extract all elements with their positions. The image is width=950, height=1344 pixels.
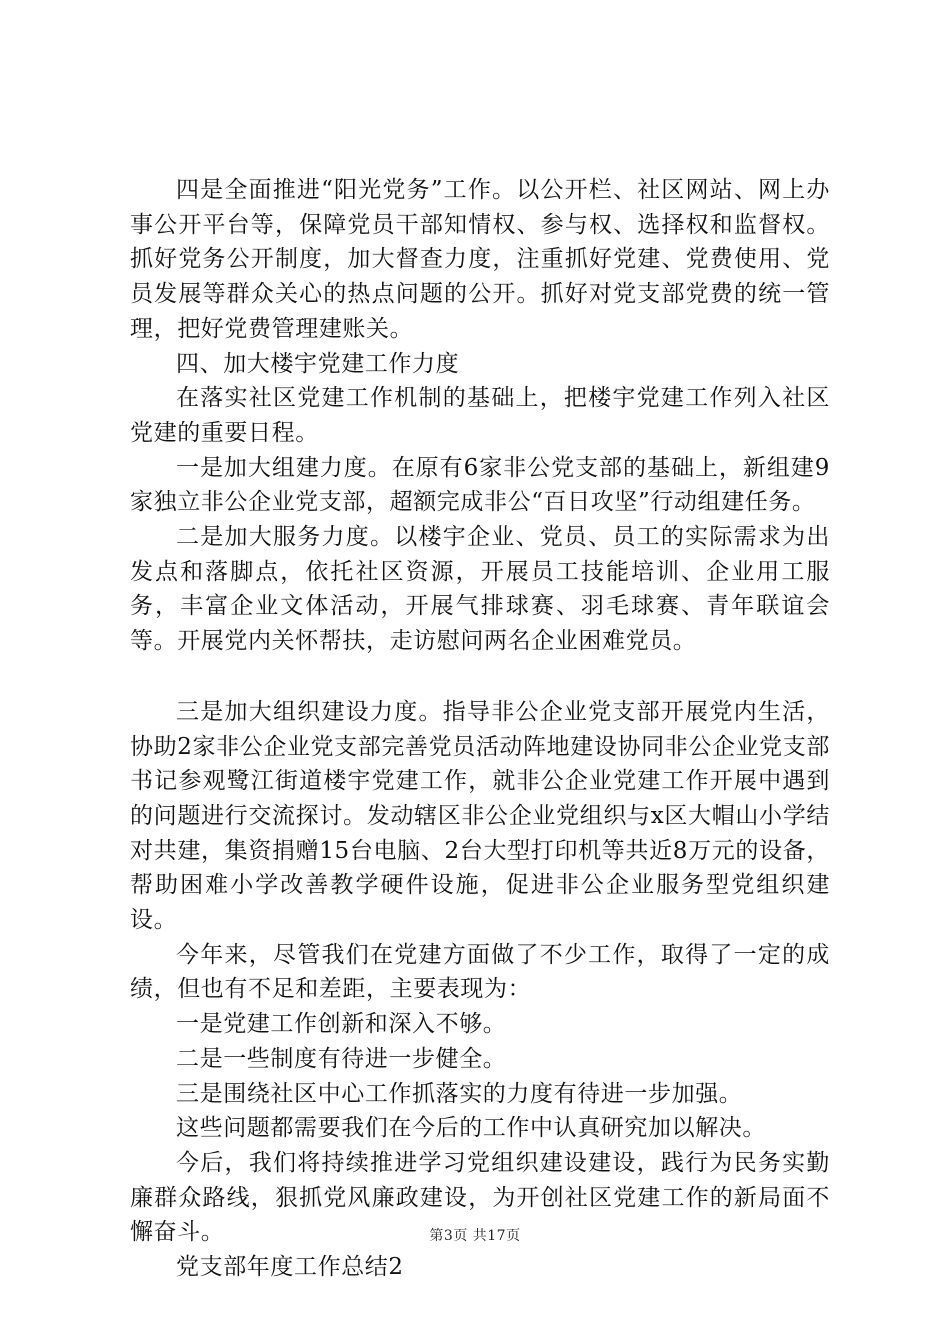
paragraph-building-party-intro: 在落实社区党建工作机制的基础上，把楼宇党建工作列入社区党建的重要日程。 [130,385,830,446]
paragraph-sunshine-party-affairs: 四是全面推进“阳光党务”工作。以公开栏、社区网站、网上办事公开平台等，保障党员干部知情权、参与权、选择权和监督权。抓好党务公开制度，加大督查力度，注重抓好党建、党费使用、党员发展等群众关心的热点问题的公开。抓好对党支部党费的统一管理，把好党费管理建账关。 [130,177,830,342]
document-body [130,173,830,1285]
paragraph-future-plan: 今后，我们将持续推进学习党组织建设建设，践行为民务实勤廉群众路线，狠抓党风廉政建设，为开创社区党建工作的新局面不懈奋斗。 [130,1149,830,1246]
next-document-title: 党支部年度工作总结2 [176,1254,404,1281]
paragraph-gap [130,659,830,695]
list-item-shortcoming-1: 一是党建工作创新和深入不够。 [176,1011,507,1038]
list-item-shortcoming-2: 二是一些制度有待进一步健全。 [176,1045,507,1072]
paragraph-organization-strength: 一是加大组建力度。在原有6家非公党支部的基础上，新组建9家独立非公企业党支部，超额完成非公“百日攻坚”行动组建任务。 [130,454,830,516]
paragraph-shortcomings-intro: 今年来，尽管我们在党建方面做了不少工作，取得了一定的成绩，但也有不足和差距，主要表现为： [130,941,830,1003]
paragraph-service-strength: 二是加大服务力度。以楼宇企业、党员、员工的实际需求为出发点和落脚点，依托社区资源，开展员工技能培训、企业用工服务，丰富企业文体活动，开展气排球赛、羽毛球赛、青年联谊会等。开展党内关怀帮扶，走访慰问两名企业困难党员。 [130,524,830,655]
section-heading-building-party: 四、加大楼宇党建工作力度 [176,350,460,377]
paragraph-organization-building: 三是加大组织建设力度。指导非公企业党支部开展党内生活，协助2家非公企业党支部完善党员活动阵地建设协同非公企业党支部书记参观鹭江街道楼宇党建工作，就非公企业党建工作开展中遇到的问题进行交流探讨。发动辖区非公企业党组织与x区大帽山小学结对共建，集资捐赠15台电脑、2台大型打印机等共近8万元的设备，帮助困难小学改善教学硬件设施，促进非公企业服务型党组织建设。 [130,698,830,934]
list-item-shortcoming-3: 三是围绕社区中心工作抓落实的力度有待进一步加强。 [176,1080,743,1107]
paragraph-resolve-issues: 这些问题都需要我们在今后的工作中认真研究加以解决。 [176,1115,766,1142]
page-number-footer: 第3页 共17页 [429,1228,521,1244]
